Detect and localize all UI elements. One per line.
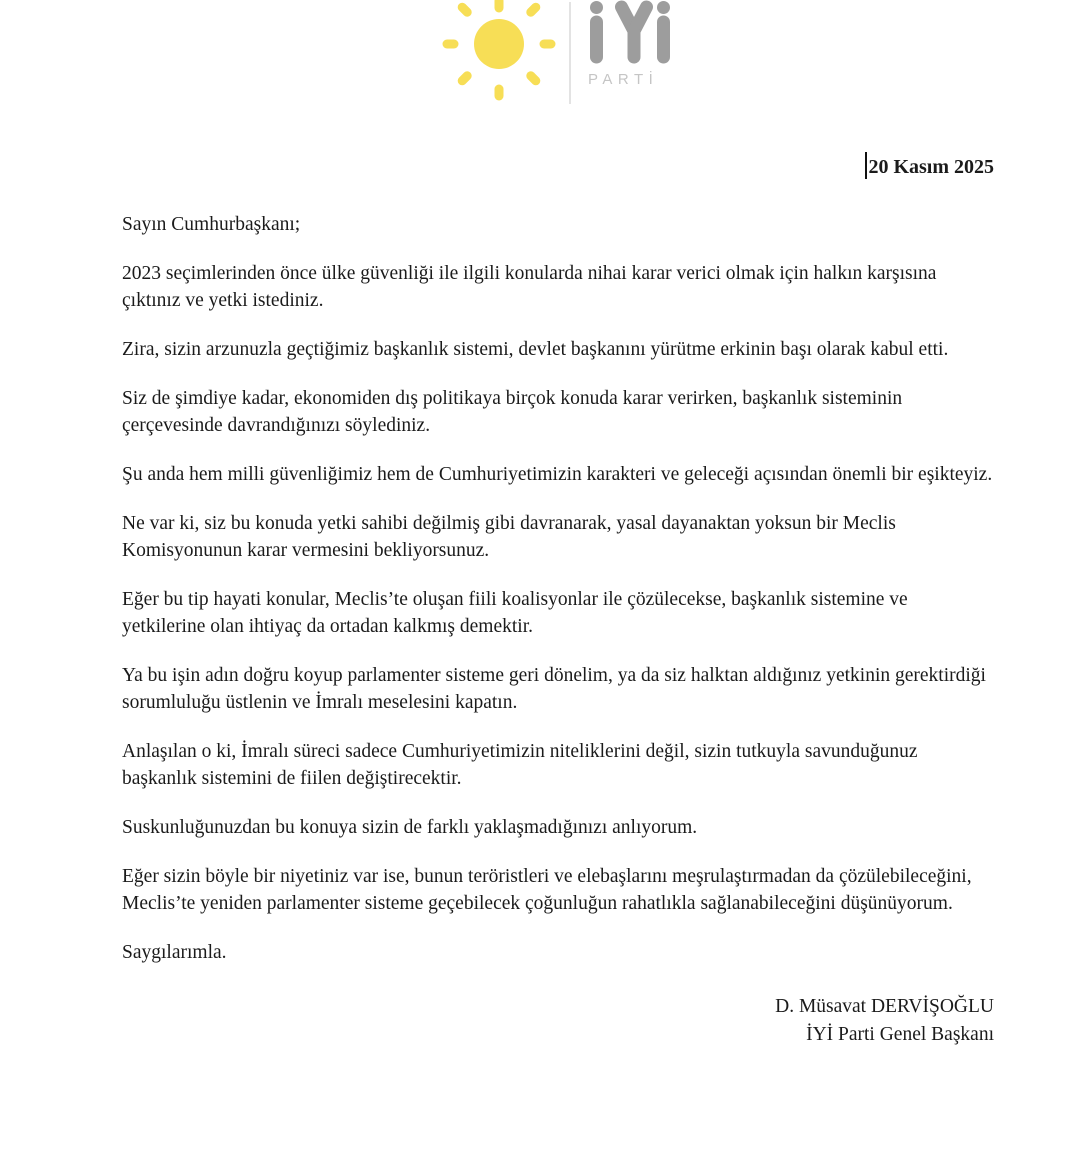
letter-date bbox=[122, 152, 994, 181]
closing: Saygılarımla. bbox=[122, 942, 227, 963]
iyi-wordmark bbox=[590, 1, 670, 57]
paragraph: Eğer sizin böyle bir niyetiniz var ise, bunun teröristleri ve elebaşlarını meşrulaştırmadan da çözülebileceğini, Meclis’te yeniden parlamenter sisteme geçebilecek çoğunluğun rahatlıkla sağlanabileceğini düşünüyorum. bbox=[122, 866, 972, 914]
paragraph: Eğer bu tip hayati konular, Meclis’te oluşan fiili koalisyonlar ile çözülecekse, başkanlık sistemine ve yetkilerine olan ihtiyaç da ortadan kalkmış demektir. bbox=[122, 589, 908, 637]
paragraph: Şu anda hem milli güvenliğimiz hem de Cumhuriyetimizin karakteri ve geleceği açısından önemli bir eşikteyiz. bbox=[122, 464, 993, 485]
paragraph: Suskunluğunuzdan bu konuya sizin de farklı yaklaşmadığınızı anlıyorum. bbox=[122, 817, 698, 838]
salutation: Sayın Cumhurbaşkanı; bbox=[122, 214, 301, 235]
signature-name: D. Müsavat DERVİŞOĞLU bbox=[775, 996, 994, 1017]
signature-block bbox=[122, 993, 994, 1049]
sun-icon bbox=[447, 1, 551, 96]
paragraph: Ya bu işin adın doğru koyup parlamenter sisteme geri dönelim, ya da siz halktan aldığınız yetkinin gerektirdiği sorumluluğu üstlenin ve İmralı meselesini kapatın. bbox=[122, 665, 986, 713]
logo-subtitle: PARTİ bbox=[588, 71, 659, 88]
paragraph: Ne var ki, siz bu konuda yetki sahibi değilmiş gibi davranarak, yasal dayanaktan yoksun bir Meclis Komisyonunun karar vermesini bekliyorsunuz. bbox=[122, 513, 896, 561]
paragraph: Zira, sizin arzunuzla geçtiğimiz başkanlık sistemi, devlet başkanını yürütme erkinin başı olarak kabul etti. bbox=[122, 339, 949, 360]
signature-title: İYİ Parti Genel Başkanı bbox=[806, 1024, 994, 1045]
party-logo bbox=[440, 0, 675, 110]
paragraph: 2023 seçimlerinden önce ülke güvenliği ile ilgili konularda nihai karar verici olmak için halkın karşısına çıktınız ve yetki istediniz. bbox=[122, 263, 937, 311]
paragraph: Siz de şimdiye kadar, ekonomiden dış politikaya birçok konuda karar verirken, başkanlık sisteminin çerçevesinde davrandığınızı söylediniz. bbox=[122, 388, 903, 436]
letter-document bbox=[122, 152, 994, 1049]
date-text: 20 Kasım 2025 bbox=[868, 156, 994, 178]
paragraph: Anlaşılan o ki, İmralı süreci sadece Cumhuriyetimizin niteliklerini değil, sizin tutkuyla savunduğunuz başkanlık sistemini de fiilen değiştirecektir. bbox=[122, 741, 918, 789]
